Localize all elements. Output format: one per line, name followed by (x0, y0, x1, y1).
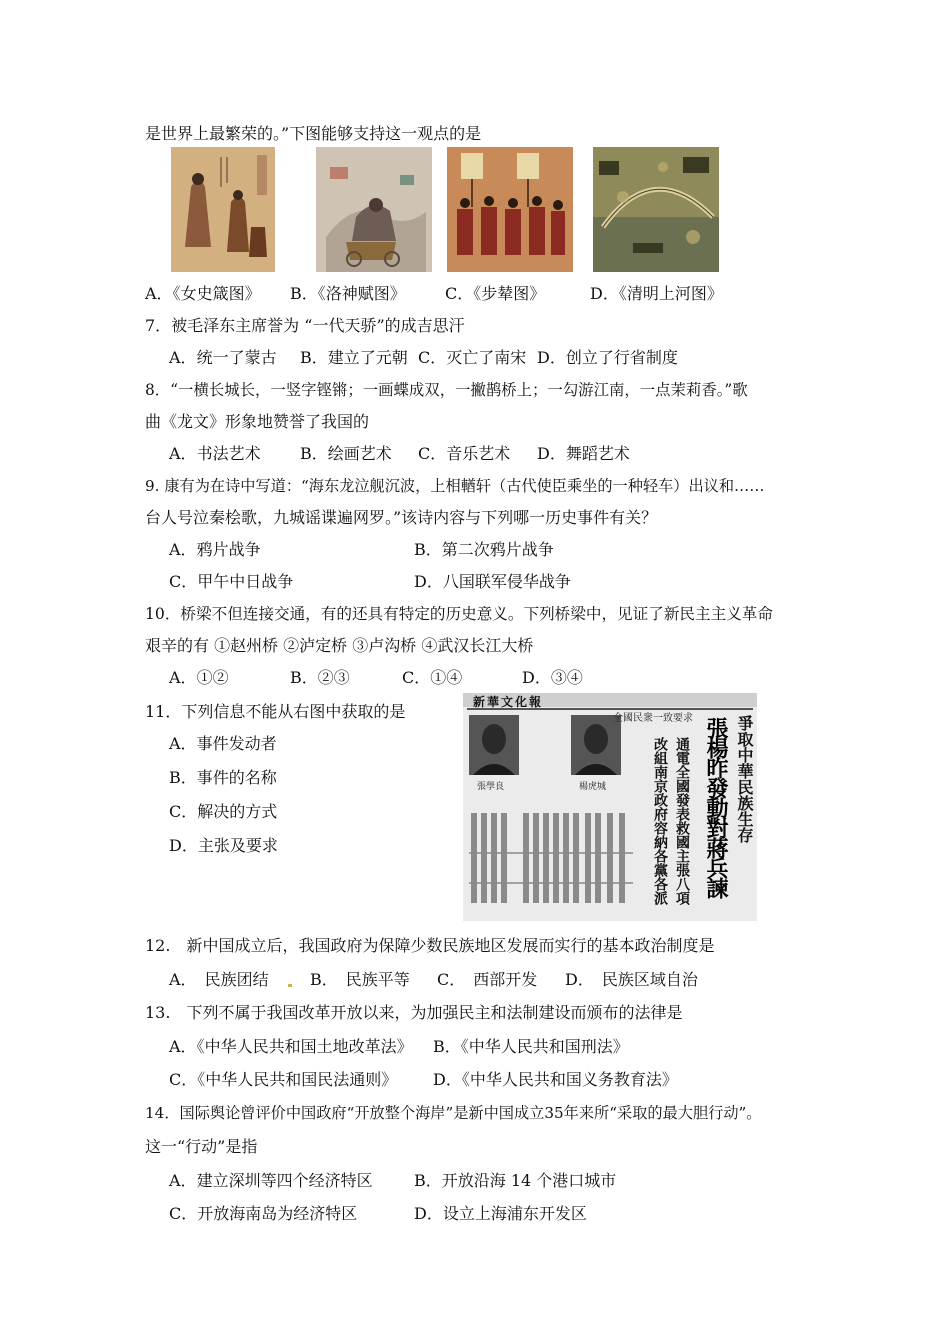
q9-stem-line1: 9. 康有为在诗中写道：“海东龙泣舰沉波，上相輶轩（古代使臣乘坐的一种轻车）出议和…… (145, 477, 765, 495)
newspaper-xian-incident-image (463, 693, 757, 921)
q8-option-b[interactable]: B．绘画艺术 (300, 444, 392, 463)
q6-option-c[interactable]: C．《步辇图》 (445, 284, 546, 303)
newspaper-headline-2: 張楊昨發動對蔣兵諫 (703, 717, 729, 897)
q12-option-d[interactable]: D． 民族区域自治 (565, 970, 698, 989)
q11-option-d[interactable]: D．主张及要求 (169, 836, 278, 855)
q12-option-a[interactable]: A． 民族团结 (169, 970, 269, 989)
painting-nvshi-zhentu (171, 147, 275, 272)
q8-stem-line1: 8．“一横长城长，一竖字铿锵；一画蝶成双，一撇鹊桥上；一勾游江南，一点茉莉香。”歌 (145, 381, 748, 399)
painting-luoshen-futu (316, 147, 432, 272)
q13-option-b[interactable]: B．《中华人民共和国刑法》 (433, 1037, 629, 1056)
q10-stem-line1: 10．桥梁不但连接交通，有的还具有特定的历史意义。下列桥梁中，见证了新民主主义革命 (145, 605, 773, 623)
q14-option-a[interactable]: A．建立深圳等四个经济特区 (169, 1171, 373, 1190)
q7-option-c[interactable]: C．灭亡了南宋 (418, 348, 527, 367)
q14-option-c[interactable]: C．开放海南岛为经济特区 (169, 1204, 358, 1223)
q13-stem: 13. 下列不属于我国改革开放以来，为加强民主和法制建设而颁布的法律是 (145, 1003, 683, 1022)
q6-option-b[interactable]: B．《洛神赋图》 (290, 284, 406, 303)
q9-option-c[interactable]: C．甲午中日战争 (169, 572, 294, 591)
q9-option-b[interactable]: B．第二次鸦片战争 (414, 540, 554, 559)
q14-stem-line2: 这一“行动”是指 (145, 1137, 258, 1156)
painting-qingming-shanghetu (593, 147, 719, 272)
q13-option-c[interactable]: C．《中华人民共和国民法通则》 (169, 1070, 398, 1089)
q11-option-b[interactable]: B．事件的名称 (169, 768, 277, 787)
stray-mark (288, 984, 292, 987)
q6-stem: 是世界上最繁荣的。”下图能够支持这一观点的是 (145, 124, 482, 143)
newspaper-caption-2: 楊虎城 (579, 782, 607, 792)
q10-option-b[interactable]: B．②③ (290, 668, 350, 687)
newspaper-slogan: 全國民衆一致要求 (613, 713, 693, 724)
q14-option-d[interactable]: D．设立上海浦东开发区 (414, 1204, 587, 1223)
q7-stem: 7．被毛泽东主席誉为 “一代天骄”的成吉思汗 (145, 316, 465, 335)
newspaper-headline-3: 通電全國發表救國主張八項 (674, 737, 690, 905)
q10-stem-line2: 艰辛的有 ①赵州桥 ②泸定桥 ③卢沟桥 ④武汉长江大桥 (145, 636, 534, 655)
q11-stem: 11．下列信息不能从右图中获取的是 (145, 702, 406, 721)
q13-option-a[interactable]: A．《中华人民共和国土地改革法》 (169, 1037, 413, 1056)
newspaper-headline-4: 改組南京政府容納各黨各派 (652, 737, 668, 905)
q8-stem-line2: 曲《龙文》形象地赞誉了我国的 (145, 412, 370, 431)
q12-option-c[interactable]: C． 西部开发 (437, 970, 538, 989)
q14-option-b[interactable]: B．开放沿海 14 个港口城市 (414, 1171, 617, 1190)
q12-stem: 12. 新中国成立后，我国政府为保障少数民族地区发展而实行的基本政治制度是 (145, 936, 715, 955)
q9-option-d[interactable]: D．八国联军侵华战争 (414, 572, 571, 591)
q11-option-c[interactable]: C．解决的方式 (169, 802, 278, 821)
newspaper-caption-1: 張學良 (477, 782, 505, 792)
painting-bunian-tu (447, 147, 573, 272)
q8-option-d[interactable]: D．舞蹈艺术 (537, 444, 630, 463)
newspaper-masthead: 新華文化報 (473, 695, 544, 709)
q14-stem-line1: 14．国际舆论曾评价中国政府“开放整个海岸”是新中国成立35年来所“采取的最大胆行动”。 (145, 1104, 762, 1122)
q10-option-c[interactable]: C．①④ (402, 668, 463, 687)
newspaper-headline-1: 爭取中華民族生存 (735, 715, 754, 843)
q9-option-a[interactable]: A．鸦片战争 (169, 540, 261, 559)
q9-stem-line2: 台人号泣秦桧歌，九城谣谍遍网罗。”该诗内容与下列哪一历史事件有关？ (145, 508, 658, 527)
q10-option-d[interactable]: D．③④ (522, 668, 583, 687)
q13-option-d[interactable]: D．《中华人民共和国义务教育法》 (433, 1070, 678, 1089)
q8-option-c[interactable]: C．音乐艺术 (418, 444, 511, 463)
q11-option-a[interactable]: A．事件发动者 (169, 734, 277, 753)
q12-option-b[interactable]: B． 民族平等 (310, 970, 410, 989)
q8-option-a[interactable]: A．书法艺术 (169, 444, 261, 463)
q7-option-d[interactable]: D．创立了行省制度 (537, 348, 678, 367)
q10-option-a[interactable]: A．①② (169, 668, 229, 687)
q7-option-b[interactable]: B．建立了元朝 (300, 348, 408, 367)
q6-option-a[interactable]: A．《女史箴图》 (145, 284, 261, 303)
q7-option-a[interactable]: A．统一了蒙古 (169, 348, 277, 367)
q6-option-d[interactable]: D．《清明上河图》 (590, 284, 723, 303)
